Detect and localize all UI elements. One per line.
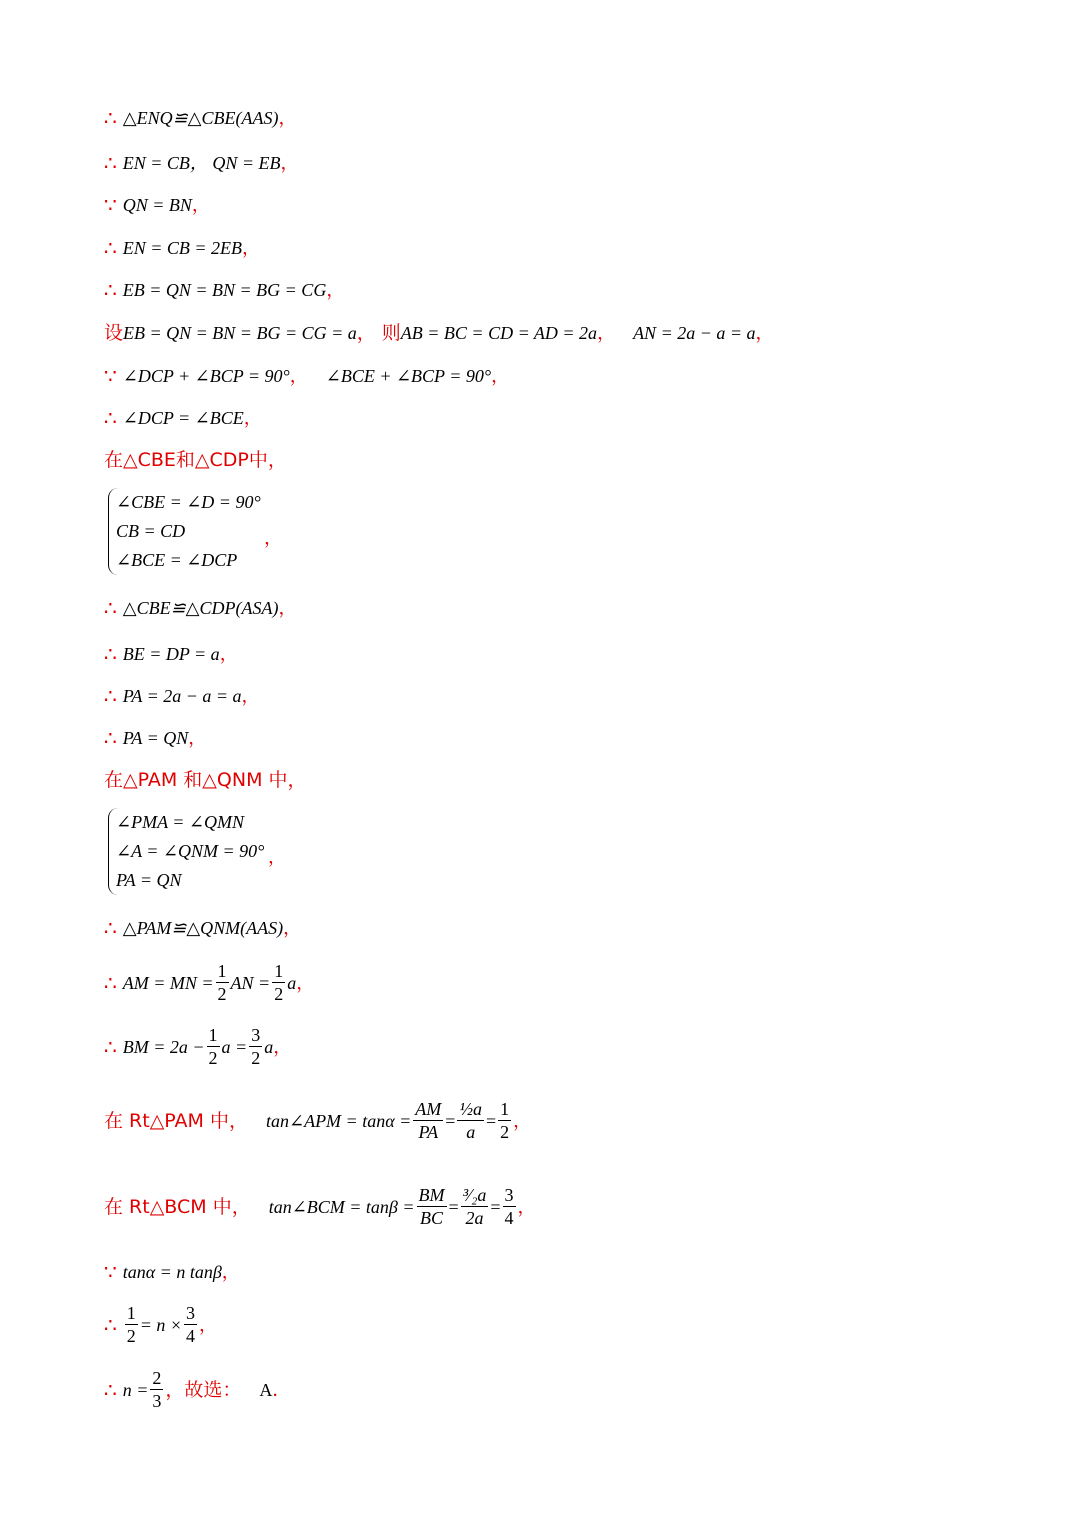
equation: ∠BCE + ∠BCP = 90°: [325, 366, 492, 386]
proof-line-16: [104, 960, 314, 1005]
punctuation: ，: [278, 108, 297, 128]
proof-line-14: [104, 768, 307, 792]
equation: EN = CB， QN = EB: [122, 153, 281, 173]
therefore-symbol: ∴: [104, 970, 117, 995]
fraction: $\frac{2}{3}$: [152, 1368, 162, 1411]
because-symbol: ∵: [104, 364, 117, 388]
proof-line-1: [104, 106, 296, 130]
therefore-symbol: ∴: [104, 278, 117, 302]
system-row: ∠A = ∠QNM = 90°: [116, 841, 265, 861]
punctuation: ，: [289, 366, 308, 386]
equation-system-1: [108, 488, 261, 575]
fraction: $\frac{1}{2}$: [274, 961, 284, 1004]
answer-choice: A: [259, 1379, 273, 1400]
proof-line-12: [104, 684, 260, 708]
punctuation: ，: [283, 918, 302, 938]
proof-line-21: [104, 1302, 217, 1347]
proof-line-13: [104, 726, 206, 750]
punctuation: ，: [326, 280, 345, 300]
equation: PA = 2a − a = a: [122, 686, 242, 706]
answer-label: ，故选：: [165, 1378, 242, 1401]
therefore-symbol: ∴: [104, 596, 117, 620]
equation: EB = QN = BN = BG = CG = a: [123, 323, 357, 343]
punctuation: ，: [755, 323, 774, 343]
equation-part: n =: [122, 1379, 149, 1400]
proof-line-4: [104, 236, 260, 260]
system-row: ∠PMA = ∠QMN: [116, 812, 244, 832]
punctuation: ，: [199, 1314, 218, 1335]
system-row: ∠CBE = ∠D = 90°: [116, 492, 261, 512]
section-heading: 在 Rt△BCM 中，: [104, 1195, 251, 1218]
therefore-symbol: ∴: [104, 406, 117, 430]
punctuation: ，: [280, 153, 299, 173]
punctuation: ，: [264, 528, 282, 548]
section-heading: 在△CBE和△CDP中，: [104, 449, 287, 471]
equation: AN = 2a − a = a: [633, 323, 756, 343]
proof-line-15: [104, 916, 301, 940]
equals-sign: =: [445, 1110, 456, 1131]
equation: AB = BC = CD = AD = 2a: [400, 323, 598, 343]
proof-line-19: [104, 1184, 536, 1229]
therefore-symbol: ∴: [104, 1312, 117, 1337]
punctuation: ，: [219, 644, 238, 664]
equals-sign: =: [448, 1196, 459, 1217]
fraction: $\frac{3}{2}$: [251, 1025, 261, 1068]
equation: tanα = n tanβ: [122, 1262, 222, 1282]
equals-sign: =: [485, 1110, 497, 1131]
equation-system-2: [108, 808, 264, 895]
equation: BE = DP = a: [122, 644, 220, 664]
fraction: $\frac{1}{2}$: [126, 1303, 136, 1346]
system-row: PA = QN: [116, 870, 182, 890]
fraction: $\frac{AM}{PA}$: [415, 1099, 442, 1142]
therefore-symbol: ∴: [104, 642, 117, 666]
equation: ∠DCP = ∠BCE: [122, 408, 244, 428]
congruence-statement: △ENQ≌△CBE(AAS): [122, 108, 279, 128]
proof-line-3: [104, 193, 210, 217]
equation: EN = CB = 2EB: [122, 238, 243, 258]
proof-line-8: [104, 406, 262, 430]
therefore-symbol: ∴: [104, 1034, 117, 1059]
congruence-statement: △PAM≌△QNM(AAS): [122, 918, 284, 938]
fraction: $\frac{1}{2}$: [500, 1099, 510, 1142]
proof-line-18: [104, 1098, 531, 1143]
punctuation: ，: [597, 323, 616, 343]
fraction: $\frac{1}{2}$: [208, 1025, 218, 1068]
section-heading: 在 Rt△PAM 中，: [104, 1109, 248, 1132]
equation-part: a =: [221, 1036, 248, 1057]
equation: ∠DCP + ∠BCP = 90°: [122, 366, 290, 386]
equation-part: = n ×: [139, 1314, 183, 1335]
punctuation: ，: [278, 598, 297, 618]
equation-part: a: [264, 1036, 274, 1057]
proof-line-9: [104, 448, 287, 472]
therefore-symbol: ∴: [104, 916, 117, 940]
proof-line-6: [104, 321, 774, 345]
proof-line-20: [104, 1260, 240, 1284]
punctuation: ，: [191, 195, 210, 215]
fraction: $\frac{3}{4}$: [504, 1185, 514, 1228]
proof-line-22: [104, 1367, 290, 1412]
punctuation: ，: [491, 366, 510, 386]
punctuation: ，: [513, 1110, 532, 1131]
equation: PA = QN: [122, 728, 189, 748]
punctuation: ，: [242, 238, 261, 258]
therefore-symbol: ∴: [104, 726, 117, 750]
fraction: $\frac{\text{³⁄₂a}}{2a}$: [462, 1185, 487, 1228]
proof-line-17: [104, 1024, 291, 1069]
equation-part: AN =: [230, 972, 271, 993]
equation-part: BM = 2a −: [122, 1036, 205, 1057]
therefore-symbol: ∴: [104, 684, 117, 708]
punctuation: ，: [296, 972, 315, 993]
punctuation: ，: [221, 1262, 240, 1282]
equation-part: tan∠BCM = tanβ =: [268, 1196, 415, 1217]
let-label: 设: [104, 322, 124, 344]
then-label: ， 则: [356, 322, 401, 344]
proof-line-7: [104, 364, 509, 388]
because-symbol: ∵: [104, 193, 117, 217]
punctuation: ，: [273, 1036, 292, 1057]
therefore-symbol: ∴: [104, 236, 117, 260]
punctuation: ，: [243, 408, 262, 428]
equation-part: AM = MN =: [122, 972, 214, 993]
system-row: CB = CD: [116, 521, 186, 541]
punctuation: ，: [517, 1196, 536, 1217]
therefore-symbol: ∴: [104, 1377, 117, 1402]
punctuation: ．: [272, 1379, 291, 1400]
punctuation: ，: [241, 686, 260, 706]
proof-line-2: [104, 151, 299, 175]
equation: QN = BN: [122, 195, 192, 215]
because-symbol: ∵: [104, 1260, 117, 1284]
equals-sign: =: [490, 1196, 501, 1217]
section-heading: 在△PAM 和△QNM 中，: [104, 769, 307, 791]
fraction: $\frac{BM}{BC}$: [418, 1185, 445, 1228]
therefore-symbol: ∴: [104, 151, 117, 175]
system-row: ∠BCE = ∠DCP: [116, 550, 238, 570]
equation-part: a: [287, 972, 297, 993]
punctuation: ，: [268, 847, 286, 867]
fraction: $\frac{3}{4}$: [186, 1303, 196, 1346]
equation: EB = QN = BN = BG = CG: [122, 280, 327, 300]
fraction: $\frac{1}{2}$: [217, 961, 227, 1004]
proof-line-11: [104, 642, 238, 666]
punctuation: ，: [188, 728, 207, 748]
congruence-statement: △CBE≌△CDP(ASA): [122, 598, 279, 618]
equation-part: tan∠APM = tanα =: [265, 1110, 412, 1131]
fraction: $\frac{\text{½a}}{a}$: [459, 1099, 482, 1142]
therefore-symbol: ∴: [104, 106, 117, 130]
proof-line-10: [104, 596, 296, 620]
proof-line-5: [104, 278, 344, 302]
